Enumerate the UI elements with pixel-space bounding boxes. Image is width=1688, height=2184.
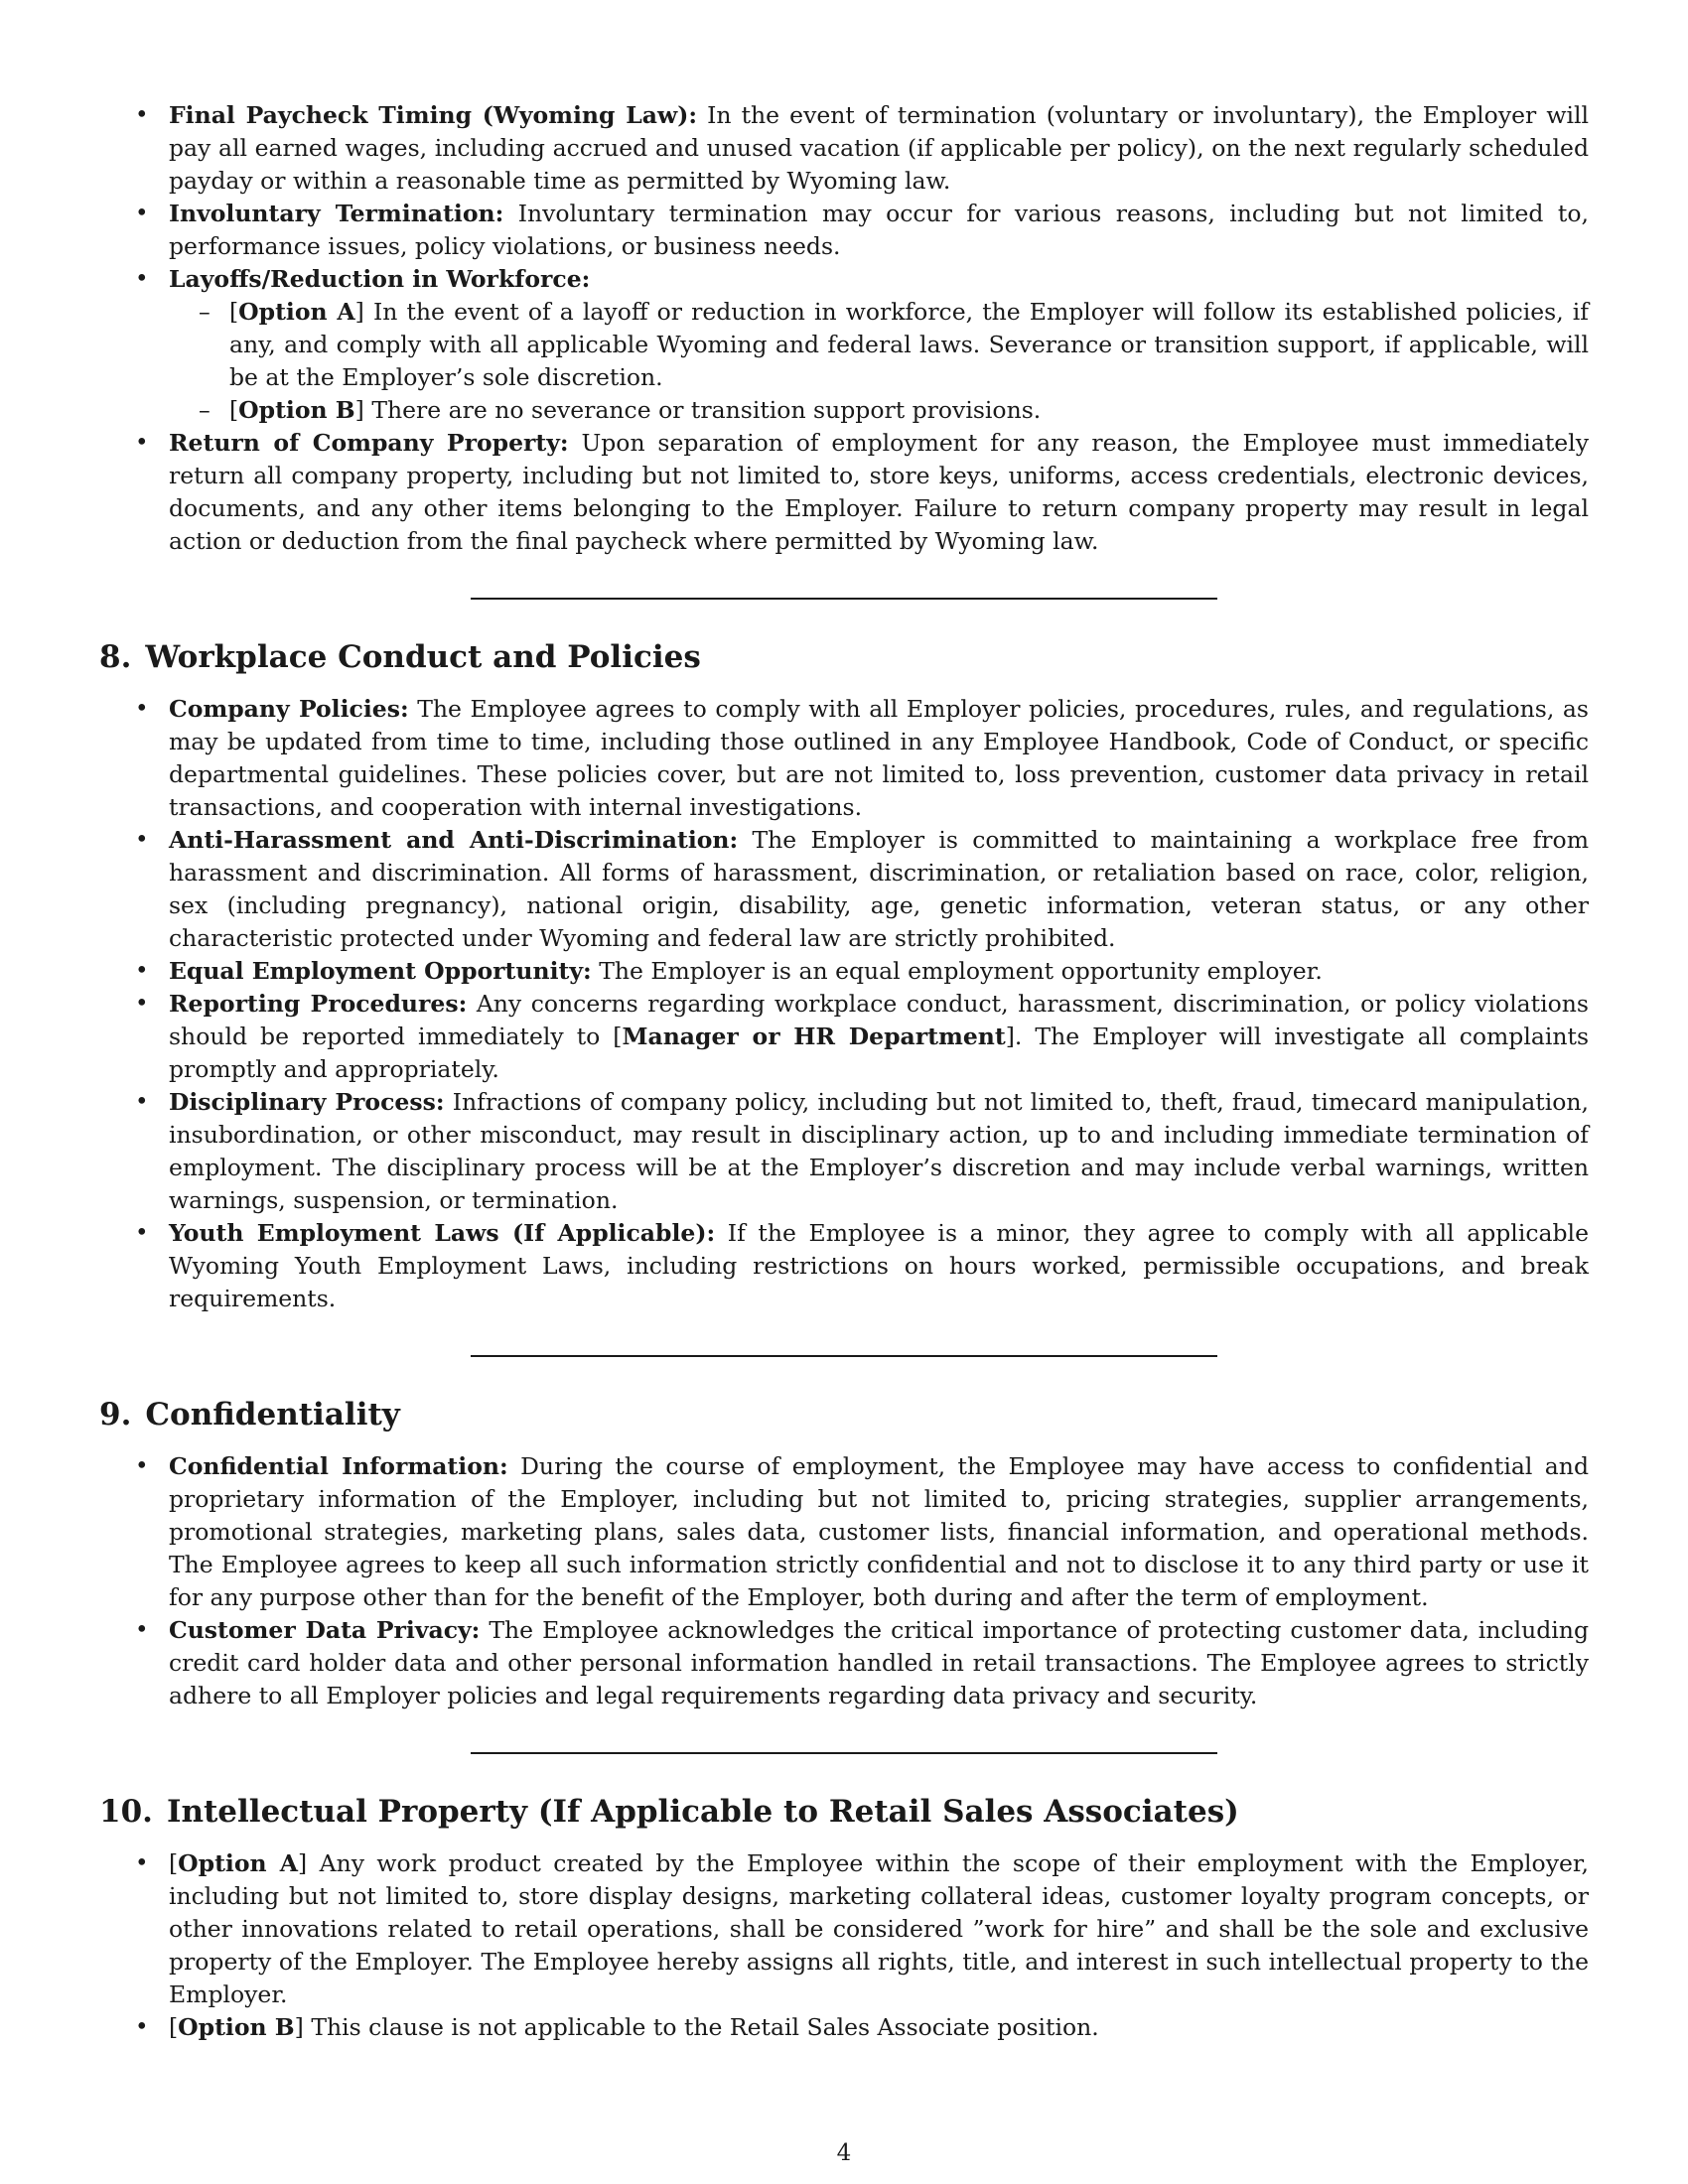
sub-list-item: – [Option A] In the event of a layoff or reduction in workforce, the Employer will follow its established policies, if any, and comply with all applicable Wyoming and federal laws. Severance or transition support, if applicable, will be at the Employer’s sole discretion. — [169, 296, 1589, 394]
section-number: 10. — [99, 1794, 153, 1830]
page-number: 4 — [836, 2140, 852, 2166]
section-divider — [471, 1355, 1217, 1357]
item-label: Equal Employment Opportunity: — [169, 957, 592, 985]
sub-list-item: – [Option B] There are no severance or transition support provisions. — [169, 394, 1589, 427]
item-label: Customer Data Privacy: — [169, 1616, 481, 1644]
item-label: Company Policies: — [169, 695, 409, 723]
item-label: Reporting Procedures: — [169, 990, 468, 1018]
item-text: The Employer is an equal employment opportunity employer. — [599, 957, 1323, 985]
page-content — [99, 99, 1589, 2044]
item-label: Layoffs/Reduction in Workforce: — [169, 265, 591, 293]
option-label: Option A — [238, 298, 355, 326]
list-item: • [Option A] Any work product created by the Employee within the scope of their employment with the Employer, including but not limited to, store display designs, marketing collateral ideas, customer loyalty program concepts, or other innovations related to retail operations, shall be considered ”work for hire” and shall be the sole and exclusive property of the Employer. The Employee hereby assigns all rights, title, and interest in such intellectual property to the Employer. — [99, 1847, 1589, 2011]
list-item — [99, 427, 1589, 558]
section-divider — [471, 598, 1217, 600]
item-text: The Employer is committed to maintaining a workplace free from harassment and discrimination. All forms of harassment, discrimination, or retaliation based on race, color, religion, sex (including pregnancy), national origin, disability, age, genetic information, veteran status, or any other characteristic protected under Wyoming and federal law are strictly prohibited. — [169, 826, 1589, 952]
item-label: Anti-Harassment and Anti-Discrimination: — [169, 826, 739, 854]
section8-list — [99, 693, 1589, 1315]
list-item — [99, 99, 1589, 198]
section7-list — [99, 99, 1589, 558]
item-label: Final Paycheck Timing (Wyoming Law): — [169, 101, 698, 129]
item-label: Youth Employment Laws (If Applicable): — [169, 1219, 716, 1247]
item-label: Involuntary Termination: — [169, 200, 504, 227]
item-label: Confidential Information: — [169, 1452, 508, 1480]
item-text: Upon separation of employment for any reason, the Employee must immediately return all company property, including but not limited to, store keys, uniforms, access credentials, electronic devices, documents, and any other items belonging to the Employer. Failure to return company property may result in legal action or deduction from the final paycheck where permitted by Wyoming law. — [169, 429, 1589, 555]
section10-list — [99, 1847, 1589, 2044]
section-title: Workplace Conduct and Policies — [145, 639, 701, 675]
section9-list — [99, 1450, 1589, 1712]
item-text: Involuntary termination may occur for various reasons, including but not limited to, performance issues, policy violations, or business needs. — [169, 200, 1589, 260]
section-heading — [99, 637, 1589, 677]
list-item — [99, 1614, 1589, 1712]
item-label: Return of Company Property: — [169, 429, 569, 457]
item-text: Any work product created by the Employee within the scope of their employment with the Employer, including but not limited to, store display designs, marketing collateral ideas, customer loyalty program concepts, or other innovations related to retail operations, shall be considered ”work for hire” and shall be the sole and exclusive property of the Employer. The Employee hereby assigns all rights, title, and interest in such intellectual property to the Employer. — [169, 1849, 1590, 2008]
list-item — [99, 198, 1589, 263]
list-item — [99, 955, 1589, 988]
section-number: 9. — [99, 1397, 132, 1433]
item-label: Disciplinary Process: — [169, 1088, 445, 1116]
section-title: Intellectual Property (If Applicable to Retail Sales Associates) — [166, 1794, 1239, 1830]
option-label: Option B — [238, 396, 355, 424]
option-label: Option B — [178, 2013, 295, 2041]
section-divider — [471, 1752, 1217, 1754]
option-text: There are no severance or transition support provisions. — [371, 396, 1042, 424]
item-text: During the course of employment, the Employee may have access to confidential and proprietary information of the Employer, including but not limited to, pricing strategies, supplier arrangements, promotional strategies, marketing plans, sales data, customer lists, financial information, and operational methods. The Employee agrees to keep all such information strictly confidential and not to disclose it to any third party or use it for any purpose other than for the benefit of the Employer, both during and after the term of employment. — [169, 1452, 1589, 1611]
sub-list — [169, 296, 1589, 427]
item-text: . The Employer will investigate all complaints promptly and appropriately. — [169, 1023, 1590, 1083]
list-item — [99, 1086, 1589, 1217]
placeholder-field: Manager or HR Department — [622, 1023, 1006, 1050]
list-item — [99, 1217, 1589, 1315]
item-text: If the Employee is a minor, they agree to comply with all applicable Wyoming Youth Employment Laws, including restrictions on hours worked, permissible occupations, and break requirements. — [169, 1219, 1589, 1312]
list-item — [99, 263, 1589, 427]
list-item: • Reporting Procedures: Any concerns regarding workplace conduct, harassment, discrimination, or policy violations should be reported immediately to [Manager or HR Department]. The Employer will investigate all complaints promptly and appropriately. — [99, 988, 1589, 1086]
item-text: Any concerns regarding workplace conduct, harassment, discrimination, or policy violations should be reported immediately to — [169, 990, 1589, 1050]
list-item — [99, 1450, 1589, 1614]
option-label: Option A — [178, 1849, 298, 1877]
item-text: In the event of termination (voluntary or involuntary), the Employer will pay all earned wages, including accrued and unused vacation (if applicable per policy), on the next regularly scheduled payday or within a reasonable time as permitted by Wyoming law. — [169, 101, 1589, 195]
list-item: • [Option B] This clause is not applicable to the Retail Sales Associate position. — [99, 2011, 1589, 2044]
section-heading — [99, 1792, 1589, 1832]
item-text: The Employee agrees to comply with all Employer policies, procedures, rules, and regulations, as may be updated from time to time, including those outlined in any Employee Handbook, Code of Conduct, or specific departmental guidelines. These policies cover, but are not limited to, loss prevention, customer data privacy in retail transactions, and cooperation with internal investigations. — [169, 695, 1589, 821]
section-title: Confidentiality — [145, 1397, 400, 1433]
item-text: This clause is not applicable to the Retail Sales Associate position. — [311, 2013, 1099, 2041]
section-heading — [99, 1395, 1589, 1434]
item-text: The Employee acknowledges the critical importance of protecting customer data, including credit card holder data and other personal information handled in retail transactions. The Employee agrees to strictly adhere to all Employer policies and legal requirements regarding data privacy and security. — [169, 1616, 1589, 1709]
item-text: Infractions of company policy, including but not limited to, theft, fraud, timecard manipulation, insubordination, or other misconduct, may result in disciplinary action, up to and including immediate termination of employment. The disciplinary process will be at the Employer’s discretion and may include verbal warnings, written warnings, suspension, or termination. — [169, 1088, 1589, 1214]
option-text: In the event of a layoff or reduction in workforce, the Employer will follow its established policies, if any, and comply with all applicable Wyoming and federal laws. Severance or transition support, if applicable, will be at the Employer’s sole discretion. — [229, 298, 1589, 391]
section-number: 8. — [99, 639, 132, 675]
list-item — [99, 693, 1589, 824]
list-item — [99, 824, 1589, 955]
